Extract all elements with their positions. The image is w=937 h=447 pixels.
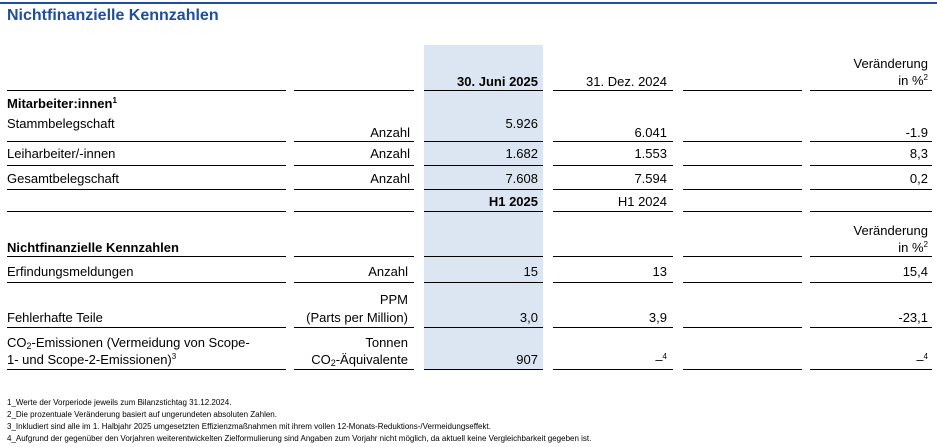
rule	[810, 189, 932, 190]
page-title: Nichtfinanzielle Kennzahlen	[7, 7, 219, 24]
row-unit-line2: (Parts per Million)	[306, 310, 408, 325]
row-current-value: 3,0	[519, 310, 538, 325]
rule	[683, 189, 802, 190]
row-current-value: 7.608	[505, 171, 538, 186]
rule	[7, 189, 286, 190]
rule	[553, 327, 673, 328]
rule	[553, 189, 673, 190]
rule	[7, 90, 286, 91]
rule	[683, 327, 802, 328]
rule	[7, 327, 286, 328]
rule	[424, 141, 543, 142]
header-change-line1: Veränderung	[853, 56, 928, 71]
footnote-2: 2_Die prozentuale Veränderung basiert auf ungerundeten absoluten Zahlen.	[7, 410, 277, 419]
title-rule	[0, 2, 937, 4]
row-change-value: -23,1	[898, 310, 928, 325]
header-prior-period: H1 2024	[617, 194, 667, 209]
rule	[294, 141, 414, 142]
row-current-value: 907	[516, 352, 538, 367]
rule	[294, 282, 414, 283]
rule	[424, 282, 543, 283]
rule	[553, 211, 673, 212]
row-unit: Anzahl	[370, 171, 410, 186]
rule	[553, 369, 673, 370]
rule	[294, 256, 414, 257]
rule	[294, 211, 414, 212]
row-prior-value: –$^4$	[655, 352, 667, 367]
row-change-value: 0,2	[909, 171, 928, 186]
row-prior-value: 1.553	[634, 146, 667, 161]
row-prior-value: 13	[652, 264, 667, 279]
rule	[294, 369, 414, 370]
row-current-value: 5.926	[505, 116, 538, 131]
row-unit: Anzahl	[368, 264, 408, 279]
footnote-3: 3_Inkludiert sind alle im 1. Halbjahr 2025 umgesetzten Effizienzmaßnahmen mit ihrem vollen 12-Monats-Reduktions-/Vermeidungseffekt.	[7, 422, 491, 431]
header-prior-date: 31. Dez. 2024	[586, 74, 667, 89]
footnote-1: 1_Werte der Vorperiode jeweils zum Bilanzstichtag 31.12.2024.	[7, 398, 232, 407]
header-change-line2: in %$^2$	[898, 73, 928, 88]
footnote-4: 4_Aufgrund der gegenüber den Vorjahren weiterentwickelten Zielformulierung sind Angaben zum Vorjahr nicht möglich, da aktuell keine Vergleichbarkeit gegeben ist.	[7, 434, 592, 443]
rule	[7, 211, 286, 212]
rule	[424, 211, 543, 212]
row-current-value: 15	[523, 264, 538, 279]
section-label-nonfinancial: Nichtfinanzielle Kennzahlen	[7, 240, 179, 255]
header-current-period: H1 2025	[488, 194, 538, 209]
rule	[553, 141, 673, 142]
row-change-value: -1.9	[905, 125, 928, 140]
rule	[424, 189, 543, 190]
rule	[294, 165, 414, 166]
row-label-core-workforce: Stammbelegschaft	[7, 116, 115, 131]
rule	[683, 211, 802, 212]
header2-change-line2: in %$^2$	[898, 240, 928, 255]
rule	[683, 369, 802, 370]
row-unit: Anzahl	[370, 146, 410, 161]
rule	[810, 165, 932, 166]
row-unit-line1: PPM	[379, 292, 408, 307]
rule	[424, 369, 543, 370]
row-change-value: 8,3	[909, 146, 928, 161]
rule	[810, 282, 932, 283]
row-prior-value: 6.041	[634, 125, 667, 140]
rule	[683, 256, 802, 257]
rule	[7, 256, 286, 257]
rule	[424, 327, 543, 328]
rule	[294, 90, 414, 91]
rule	[553, 165, 673, 166]
row-unit-line2: $CO_2$-Äquivalente	[311, 352, 408, 368]
rule	[683, 141, 802, 142]
row-label-defective-parts: Fehlerhafte Teile	[7, 310, 103, 325]
rule	[7, 165, 286, 166]
row-prior-value: 3,9	[648, 310, 667, 325]
row-label-co2-line2: 1- und Scope-2-Emissionen)$^3$	[7, 352, 177, 367]
row-unit-line1: Tonnen	[365, 335, 408, 350]
rule	[553, 282, 673, 283]
rule	[294, 327, 414, 328]
rule	[7, 141, 286, 142]
rule	[424, 256, 543, 257]
rule	[810, 211, 932, 212]
rule	[810, 141, 932, 142]
section-label-employees: Mitarbeiter:innen$^1$	[7, 96, 117, 111]
rule	[553, 90, 673, 91]
row-unit: Anzahl	[370, 125, 410, 140]
rule	[7, 369, 286, 370]
row-label-temp-workers: Leiharbeiter/-innen	[7, 146, 116, 161]
rule	[424, 165, 543, 166]
rule	[810, 369, 932, 370]
row-label-co2-line1: $CO_2$-Emissionen (Vermeidung von Scope-	[7, 335, 250, 351]
rule	[810, 327, 932, 328]
row-current-value: 1.682	[505, 146, 538, 161]
row-prior-value: 7.594	[634, 171, 667, 186]
rule	[683, 90, 802, 91]
row-change-value: –$^4$	[916, 352, 928, 367]
rule	[424, 90, 543, 91]
row-label-total-workforce: Gesamtbelegschaft	[7, 171, 120, 186]
header-current-date: 30. Juni 2025	[457, 74, 538, 89]
rule	[7, 282, 286, 283]
row-label-invention-reports: Erfindungsmeldungen	[7, 264, 134, 279]
rule	[810, 90, 932, 91]
rule	[683, 165, 802, 166]
row-change-value: 15,4	[902, 264, 928, 279]
rule	[683, 282, 802, 283]
rule	[294, 189, 414, 190]
header2-change-line1: Veränderung	[853, 223, 928, 238]
rule	[553, 256, 673, 257]
rule	[810, 256, 932, 257]
